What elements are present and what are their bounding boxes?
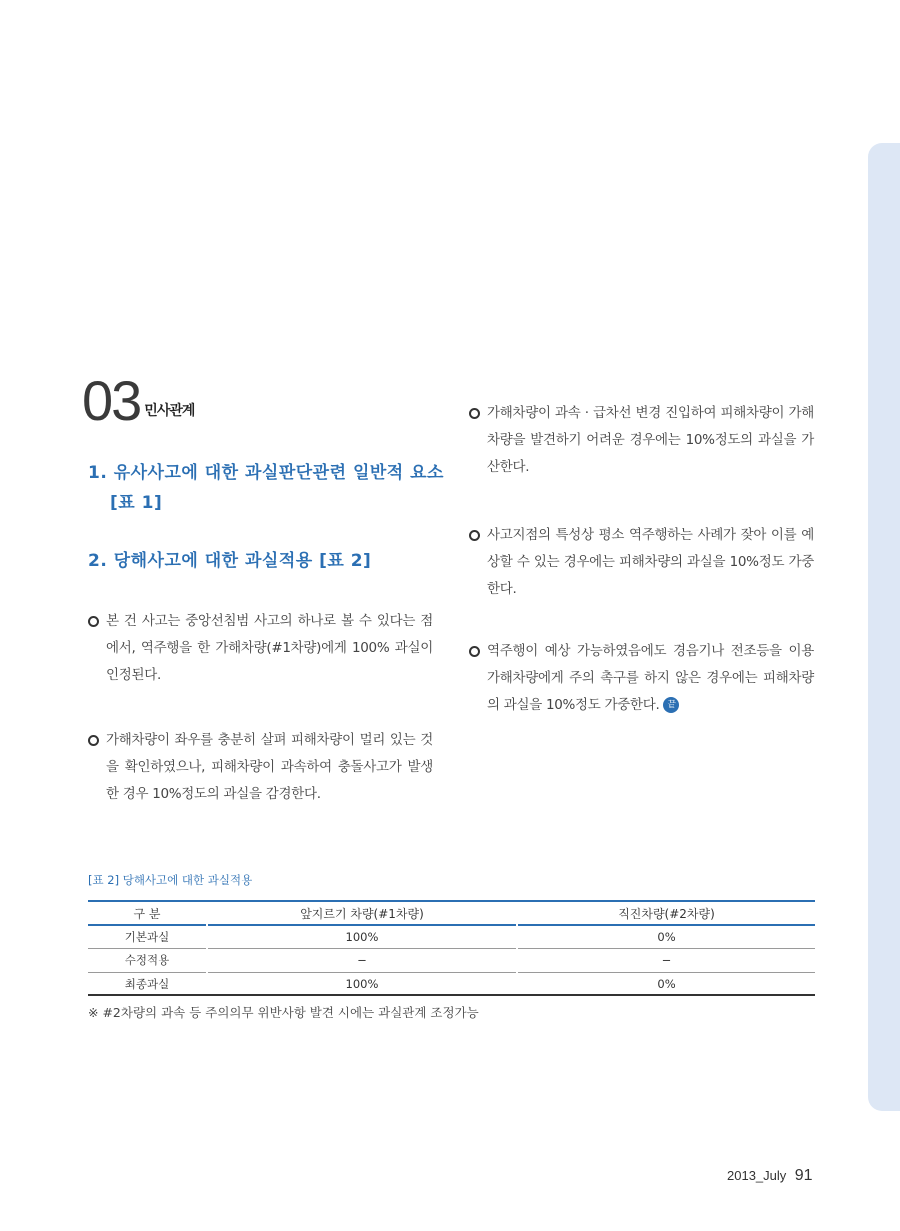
heading-1 <box>88 458 444 518</box>
right-bullet-3 <box>469 638 814 719</box>
table-cell: − <box>208 948 516 972</box>
right-bullet-1 <box>469 400 814 481</box>
circle-bullet-icon <box>88 616 99 627</box>
page-footer <box>727 1167 813 1185</box>
table-cell: 수정적용 <box>88 948 206 972</box>
circle-bullet-icon <box>88 735 99 746</box>
table-cell: 100% <box>208 972 516 996</box>
table-header-cell: 앞지르기 차량(#1차량) <box>300 906 424 921</box>
right-bullet-3-text: 역주행이 예상 가능하였음에도 경음기나 전조등을 이용 가해차량에게 주의 촉구를 하지 않은 경우에는 피해차량의 과실을 10%정도 가중한다. <box>487 643 814 713</box>
table-row <box>88 924 815 948</box>
end-mark-icon: 끝 <box>663 697 679 713</box>
heading-2-line1: 2. 당해사고에 대한 과실적용 [표 2] <box>88 551 372 571</box>
table-row <box>88 948 815 972</box>
table-note: ※ #2차량의 과속 등 주의의무 위반사항 발견 시에는 과실관계 조정가능 <box>88 1005 479 1020</box>
table-header-cell: 직진차량(#2차량) <box>618 906 715 921</box>
table-cell: 100% <box>208 924 516 948</box>
left-bullet-1 <box>88 608 433 689</box>
circle-bullet-icon <box>469 646 480 657</box>
page-number: 91 <box>794 1167 813 1184</box>
left-bullet-2-text: 가해차량이 좌우를 충분히 살펴 피해차량이 멀리 있는 것을 확인하였으나, 피해차량이 과속하여 충돌사고가 발생한 경우 10%정도의 과실을 감경한다. <box>106 732 433 802</box>
table-header-row <box>88 900 815 924</box>
section-title: 민사관계 <box>144 403 195 419</box>
table-header-cell: 구 분 <box>133 906 161 921</box>
table-cell: 기본과실 <box>88 924 206 948</box>
fault-table <box>88 900 815 996</box>
section-header <box>82 369 195 432</box>
heading-1-line1: 1. 유사사고에 대한 과실판단관련 일반적 요소 <box>88 463 444 483</box>
table-cell: − <box>518 948 815 972</box>
left-bullet-1-text: 본 건 사고는 중앙선침범 사고의 하나로 볼 수 있다는 점에서, 역주행을 한 가해차량(#1차량)에게 100% 과실이 인정된다. <box>106 613 433 683</box>
issue-date: 2013_July <box>727 1168 787 1183</box>
table-row <box>88 972 815 996</box>
table-caption: [표 2] 당해사고에 대한 과실적용 <box>88 873 253 887</box>
table-cell: 최종과실 <box>88 972 206 996</box>
table-cell: 0% <box>518 972 815 996</box>
heading-1-line2: [표 1] <box>110 493 163 513</box>
side-tab-decoration <box>868 143 900 1111</box>
right-bullet-2 <box>469 522 814 603</box>
table-cell: 0% <box>518 924 815 948</box>
circle-bullet-icon <box>469 530 480 541</box>
circle-bullet-icon <box>469 408 480 419</box>
left-bullet-2 <box>88 727 433 808</box>
heading-2 <box>88 546 371 576</box>
right-bullet-1-text: 가해차량이 과속 · 급차선 변경 진입하여 피해차량이 가해차량을 발견하기 어려운 경우에는 10%정도의 과실을 가산한다. <box>487 405 814 475</box>
section-number: 03 <box>82 369 141 432</box>
right-bullet-3-wrap <box>469 638 814 719</box>
right-bullet-2-text: 사고지점의 특성상 평소 역주행하는 사례가 잦아 이를 예상할 수 있는 경우에는 피해차량의 과실을 10%정도 가중한다. <box>487 527 814 597</box>
